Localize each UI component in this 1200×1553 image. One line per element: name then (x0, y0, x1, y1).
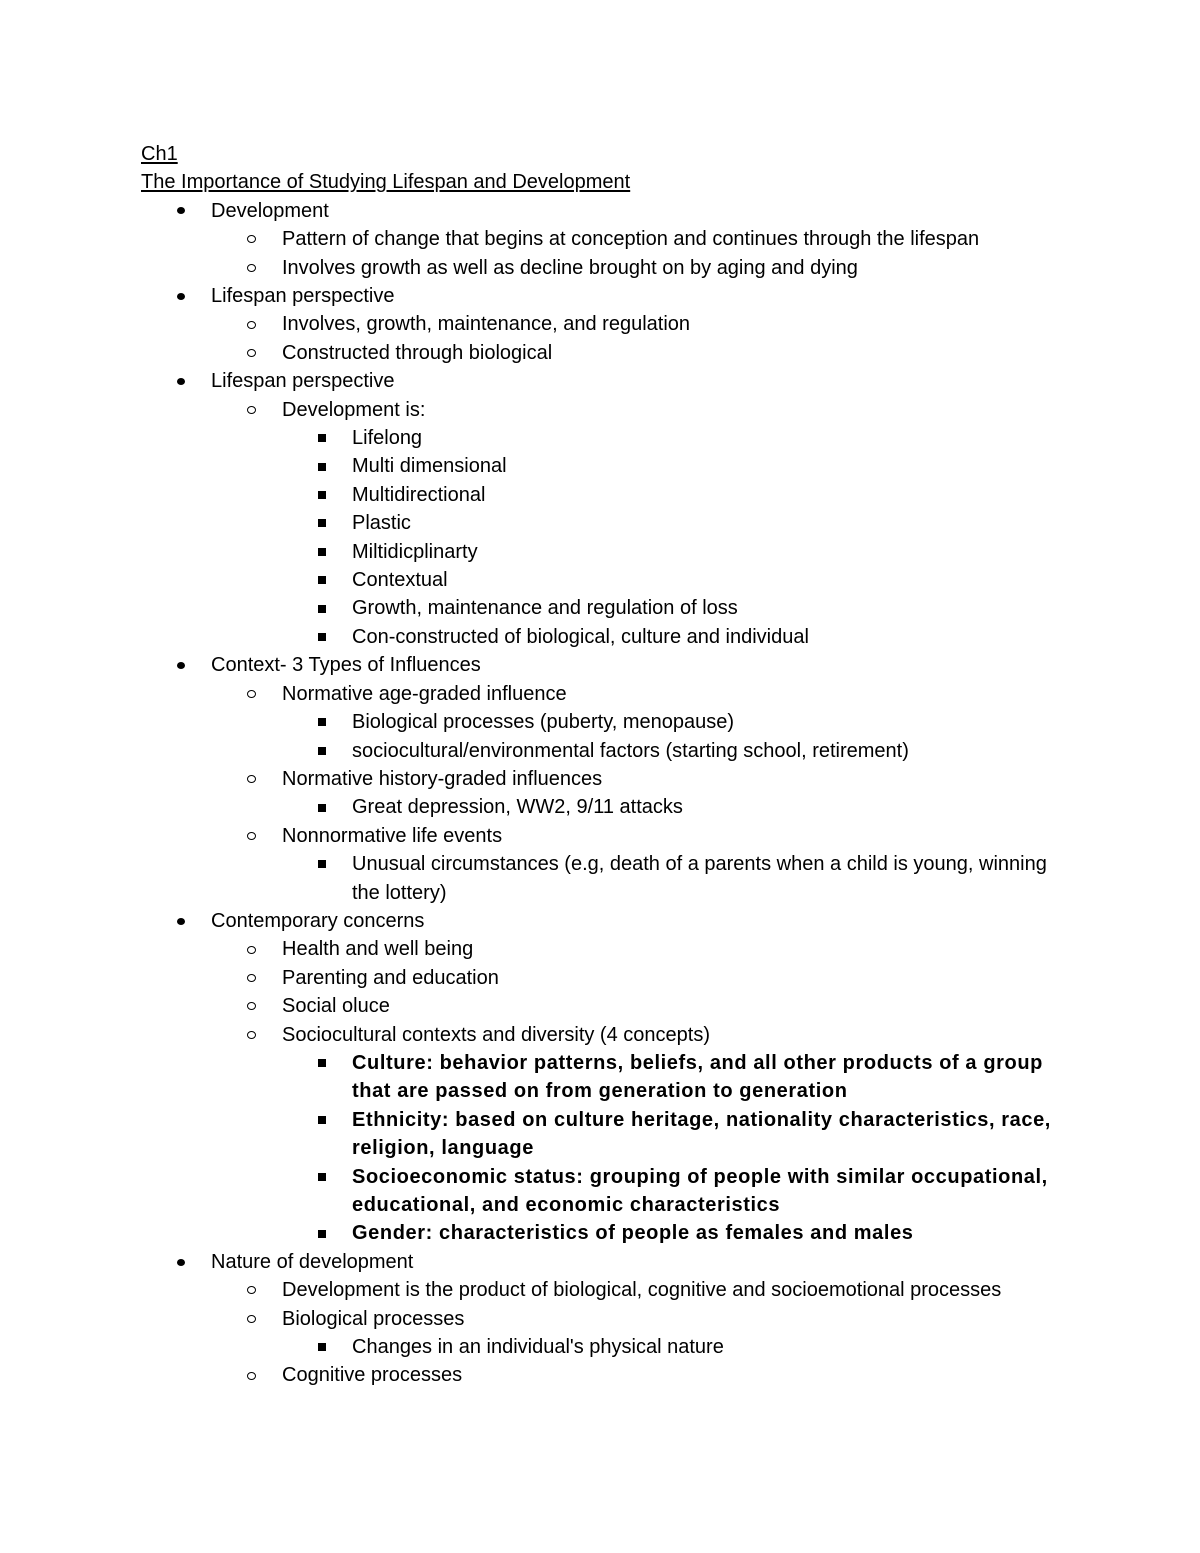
bullet-square-icon (318, 1173, 326, 1181)
list-item-level-2 (141, 992, 1101, 1020)
list-item-level-3 (141, 509, 1101, 537)
list-item-level-1 (141, 367, 1101, 395)
list-item-level-3 (141, 1049, 1101, 1106)
list-item-text: Culture: behavior patterns, beliefs, and all other products of a group that are passed on from generation to generation (352, 1051, 1043, 1103)
list-item-text: Nature of development (211, 1250, 414, 1273)
list-item-text: Socioeconomic status: grouping of people with similar occupational, educational, and economic characteristics (352, 1165, 1048, 1216)
bullet-square-icon (318, 519, 326, 527)
list-item-text: Context- 3 Types of Influences (211, 654, 481, 677)
list-item-level-3 (141, 452, 1101, 480)
list-item-level-2 (141, 1276, 1101, 1304)
list-item-text: Unusual circumstances (e.g, death of a parents when a child is young, winning the lottery) (352, 853, 1047, 904)
list-item-text: Normative age-graded influence (282, 682, 567, 705)
bullet-circle-icon (247, 321, 256, 329)
list-item-level-2 (141, 935, 1101, 963)
bullet-disc-icon (177, 662, 185, 669)
list-item-text: Development is the product of biological, cognitive and socioemotional processes (282, 1279, 1002, 1302)
bullet-square-icon (318, 804, 326, 812)
list-item-level-1 (141, 282, 1101, 310)
list-item-text: Parenting and education (282, 966, 499, 989)
list-item-level-2 (141, 254, 1101, 282)
list-item-level-3 (141, 1333, 1101, 1361)
list-item-text: Development (211, 199, 329, 222)
list-item-level-3 (141, 566, 1101, 594)
bullet-circle-icon (247, 690, 256, 698)
list-item-text: Social oluce (282, 995, 390, 1018)
list-item-text: Involves, growth, maintenance, and regulation (282, 313, 691, 336)
bullet-circle-icon (247, 1002, 256, 1010)
bullet-square-icon (318, 548, 326, 556)
bullet-disc-icon (177, 378, 185, 385)
list-item-text: Lifelong (352, 427, 423, 450)
list-item-level-2 (141, 964, 1101, 992)
list-item-text: Development is: (282, 398, 426, 421)
bullet-square-icon (318, 605, 326, 613)
list-item-text: Multi dimensional (352, 455, 507, 478)
document-page (141, 140, 1101, 1390)
list-item-level-3 (141, 850, 1101, 907)
list-item-text: Growth, maintenance and regulation of loss (352, 597, 738, 620)
list-item-text: Nonnormative life events (282, 824, 503, 847)
list-item-level-3 (141, 1163, 1101, 1220)
list-item-level-2 (141, 680, 1101, 708)
outline-list (141, 197, 1101, 1390)
bullet-circle-icon (247, 946, 256, 954)
list-item-level-3 (141, 424, 1101, 452)
bullet-square-icon (318, 1116, 326, 1124)
list-item-level-2 (141, 310, 1101, 338)
bullet-circle-icon (247, 264, 256, 272)
bullet-circle-icon (247, 1315, 256, 1323)
section-title: The Importance of Studying Lifespan and Development (141, 171, 631, 194)
list-item-level-2 (141, 765, 1101, 793)
bullet-square-icon (318, 576, 326, 584)
bullet-square-icon (318, 463, 326, 471)
bullet-circle-icon (247, 775, 256, 783)
list-item-text: Great depression, WW2, 9/11 attacks (352, 796, 683, 819)
list-item-text: Involves growth as well as decline brought on by aging and dying (282, 256, 858, 279)
bullet-circle-icon (247, 832, 256, 840)
list-item-level-3 (141, 594, 1101, 622)
list-item-text: Pattern of change that begins at conception and continues through the lifespan (282, 228, 980, 251)
list-item-level-1 (141, 907, 1101, 935)
list-item-level-3 (141, 538, 1101, 566)
list-item-text: Sociocultural contexts and diversity (4 concepts) (282, 1023, 710, 1046)
chapter-heading: Ch1 (141, 143, 178, 165)
list-item-level-2 (141, 1361, 1101, 1389)
list-item-level-3 (141, 708, 1101, 736)
bullet-square-icon (318, 434, 326, 442)
list-item-level-2 (141, 1021, 1101, 1049)
list-item-level-1 (141, 197, 1101, 225)
bullet-circle-icon (247, 349, 256, 357)
bullet-circle-icon (247, 406, 256, 414)
list-item-text: Changes in an individual's physical nature (352, 1336, 724, 1359)
list-item-text: Contemporary concerns (211, 909, 425, 932)
list-item-text: Gender: characteristics of people as females and males (352, 1222, 914, 1245)
list-item-level-3 (141, 793, 1101, 821)
list-item-text: Constructed through biological (282, 341, 553, 364)
list-item-text: Biological processes (puberty, menopause) (352, 711, 735, 734)
list-item-level-3 (141, 1219, 1101, 1247)
list-item-text: Con-constructed of biological, culture and individual (352, 625, 809, 648)
list-item-text: Plastic (352, 512, 411, 535)
list-item-text: Cognitive processes (282, 1364, 463, 1387)
bullet-circle-icon (247, 1286, 256, 1294)
list-item-text: Lifespan perspective (211, 285, 395, 307)
bullet-circle-icon (247, 974, 256, 982)
list-item-level-2 (141, 1305, 1101, 1333)
list-item-level-2 (141, 339, 1101, 367)
bullet-square-icon (318, 860, 326, 868)
bullet-disc-icon (177, 1259, 185, 1266)
list-item-text: Biological processes (282, 1307, 465, 1330)
bullet-disc-icon (177, 207, 185, 214)
bullet-circle-icon (247, 1031, 256, 1039)
bullet-square-icon (318, 1343, 326, 1351)
list-item-level-2 (141, 396, 1101, 424)
list-item-level-3 (141, 623, 1101, 651)
bullet-square-icon (318, 718, 326, 726)
bullet-square-icon (318, 491, 326, 499)
list-item-text: Normative history-graded influences (282, 767, 603, 790)
list-item-level-3 (141, 481, 1101, 509)
list-item-level-2 (141, 225, 1101, 253)
bullet-disc-icon (177, 918, 185, 925)
bullet-circle-icon (247, 1372, 256, 1380)
list-item-text: Miltidicplinarty (352, 540, 478, 563)
list-item-text: Lifespan perspective (211, 370, 395, 393)
bullet-square-icon (318, 1230, 326, 1238)
list-item-text: Contextual (352, 569, 448, 592)
list-item-level-3 (141, 737, 1101, 765)
bullet-disc-icon (177, 293, 185, 300)
list-item-level-3 (141, 1106, 1101, 1163)
list-item-level-1 (141, 651, 1101, 679)
list-item-level-2 (141, 822, 1101, 850)
list-item-text: sociocultural/environmental factors (starting school, retirement) (352, 739, 909, 762)
bullet-circle-icon (247, 235, 256, 243)
bullet-square-icon (318, 1059, 326, 1067)
list-item-text: Ethnicity: based on culture heritage, nationality characteristics, race, religion, language (352, 1108, 1051, 1160)
bullet-square-icon (318, 747, 326, 755)
list-item-text: Health and well being (282, 938, 474, 961)
bullet-square-icon (318, 633, 326, 641)
list-item-level-1 (141, 1248, 1101, 1276)
list-item-text: Multidirectional (352, 483, 486, 506)
